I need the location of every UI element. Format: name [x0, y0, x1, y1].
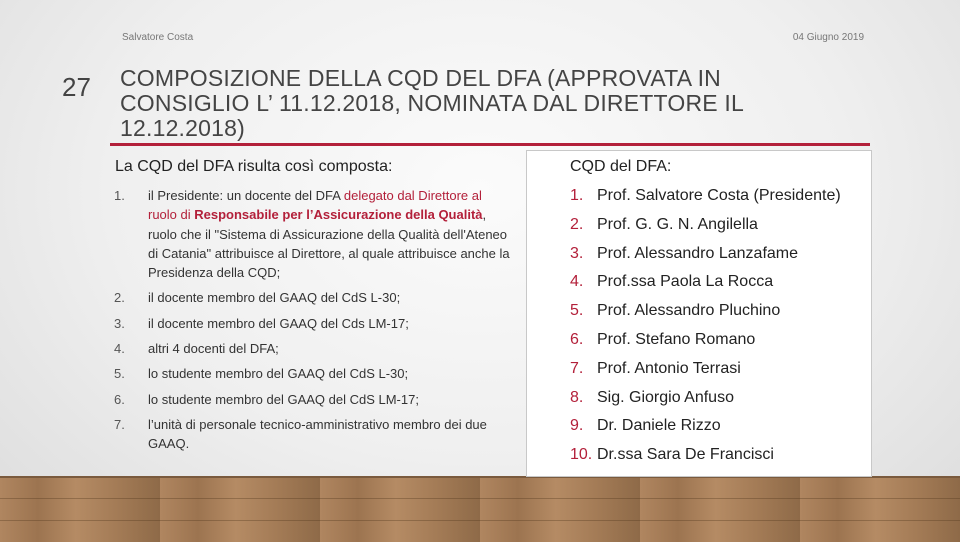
- list-item: [114, 186, 514, 282]
- list-item-text: l’unità di personale tecnico-amministrativo membro dei due GAAQ.: [148, 416, 487, 452]
- wood-floor: [0, 476, 960, 542]
- right-heading: CQD del DFA:: [570, 158, 672, 175]
- list-item: [114, 415, 514, 454]
- member-name: Dr. Daniele Rizzo: [597, 417, 721, 435]
- members-list: [570, 185, 870, 473]
- list-item-number: 1.: [114, 188, 125, 203]
- list-item: [114, 390, 514, 409]
- member-number: 2.: [570, 215, 584, 233]
- list-item-number: 5.: [114, 366, 125, 382]
- member-name: Prof.ssa Paola La Rocca: [597, 273, 774, 291]
- member-item: [570, 243, 870, 265]
- member-number: 9.: [570, 417, 584, 435]
- member-number: 3.: [570, 244, 584, 262]
- member-name: Prof. Salvatore Costa (Presidente): [597, 187, 841, 204]
- member-number: 10.: [570, 446, 593, 464]
- title-divider: [110, 143, 870, 146]
- floor-plank-line: [0, 498, 960, 499]
- member-item: [570, 444, 870, 466]
- author-label: Salvatore Costa: [122, 32, 194, 43]
- member-name: Sig. Giorgio Anfuso: [597, 388, 734, 406]
- list-item-number: 2.: [114, 290, 125, 306]
- member-number: 4.: [570, 273, 584, 291]
- list-item-number: 4.: [114, 341, 125, 357]
- member-number: 7.: [570, 359, 584, 377]
- list-item: [114, 288, 514, 307]
- member-item: [570, 415, 870, 437]
- list-item-text: il docente membro del GAAQ del Cds LM-17;: [148, 315, 409, 331]
- composition-list: [114, 186, 514, 460]
- list-item-text: [148, 186, 514, 282]
- member-name: Prof. Alessandro Lanzafame: [597, 244, 799, 262]
- list-item: [114, 339, 514, 358]
- member-item: [570, 214, 870, 236]
- member-name: Prof. Antonio Terrasi: [597, 359, 741, 377]
- member-name: Dr.ssa Sara De Francisci: [597, 446, 774, 464]
- member-item: [570, 271, 870, 293]
- slide-title: COMPOSIZIONE DELLA CQD DEL DFA (APPROVATA IN CONSIGLIO L’ 11.12.2018, NOMINATA DAL DIRETTORE IL 12.12.2018): [120, 65, 744, 141]
- member-item: [570, 185, 870, 207]
- item-text-highlight: delegato dal Direttore al ruolo di: [148, 188, 482, 223]
- member-item: [570, 387, 870, 409]
- list-item-number: 6.: [114, 391, 125, 407]
- member-name: Prof. G. G. N. Angilella: [597, 215, 758, 233]
- member-name: Prof. Stefano Romano: [597, 330, 756, 348]
- list-item-text: lo studente membro del GAAQ del CdS LM-17;: [148, 391, 419, 407]
- member-number: 5.: [570, 302, 584, 320]
- item-text-part: , ruolo che il "Sistema di Assicurazione della Qualità dell'Ateneo di Catania" attribuisce al Direttore, al quale attribuisce anche la Presidenza della CQD;: [148, 207, 510, 281]
- list-item-number: 3.: [114, 315, 125, 331]
- member-number: 6.: [570, 330, 584, 348]
- slide-number: 27: [62, 72, 91, 102]
- date-label: 04 Giugno 2019: [792, 32, 864, 43]
- member-item: [570, 329, 870, 351]
- member-name: Prof. Alessandro Pluchino: [597, 302, 781, 320]
- list-item: [114, 314, 514, 333]
- item-text-emphasis: Responsabile per l’Assicurazione della Qualità: [194, 207, 483, 223]
- list-item-text: altri 4 docenti del DFA;: [148, 341, 279, 357]
- member-item: [570, 358, 870, 380]
- list-item-number: 7.: [114, 416, 125, 432]
- member-number: 8.: [570, 388, 584, 406]
- member-number: 1.: [570, 187, 584, 204]
- list-item-text: il docente membro del GAAQ del CdS L-30;: [148, 290, 401, 306]
- member-item: [570, 300, 870, 322]
- left-heading: La CQD del DFA risulta così composta:: [115, 158, 393, 175]
- floor-plank-line: [0, 520, 960, 521]
- item-text-part: il Presidente: un docente del DFA: [148, 188, 344, 203]
- list-item-text: lo studente membro del GAAQ del CdS L-30;: [148, 366, 409, 382]
- list-item: [114, 364, 514, 383]
